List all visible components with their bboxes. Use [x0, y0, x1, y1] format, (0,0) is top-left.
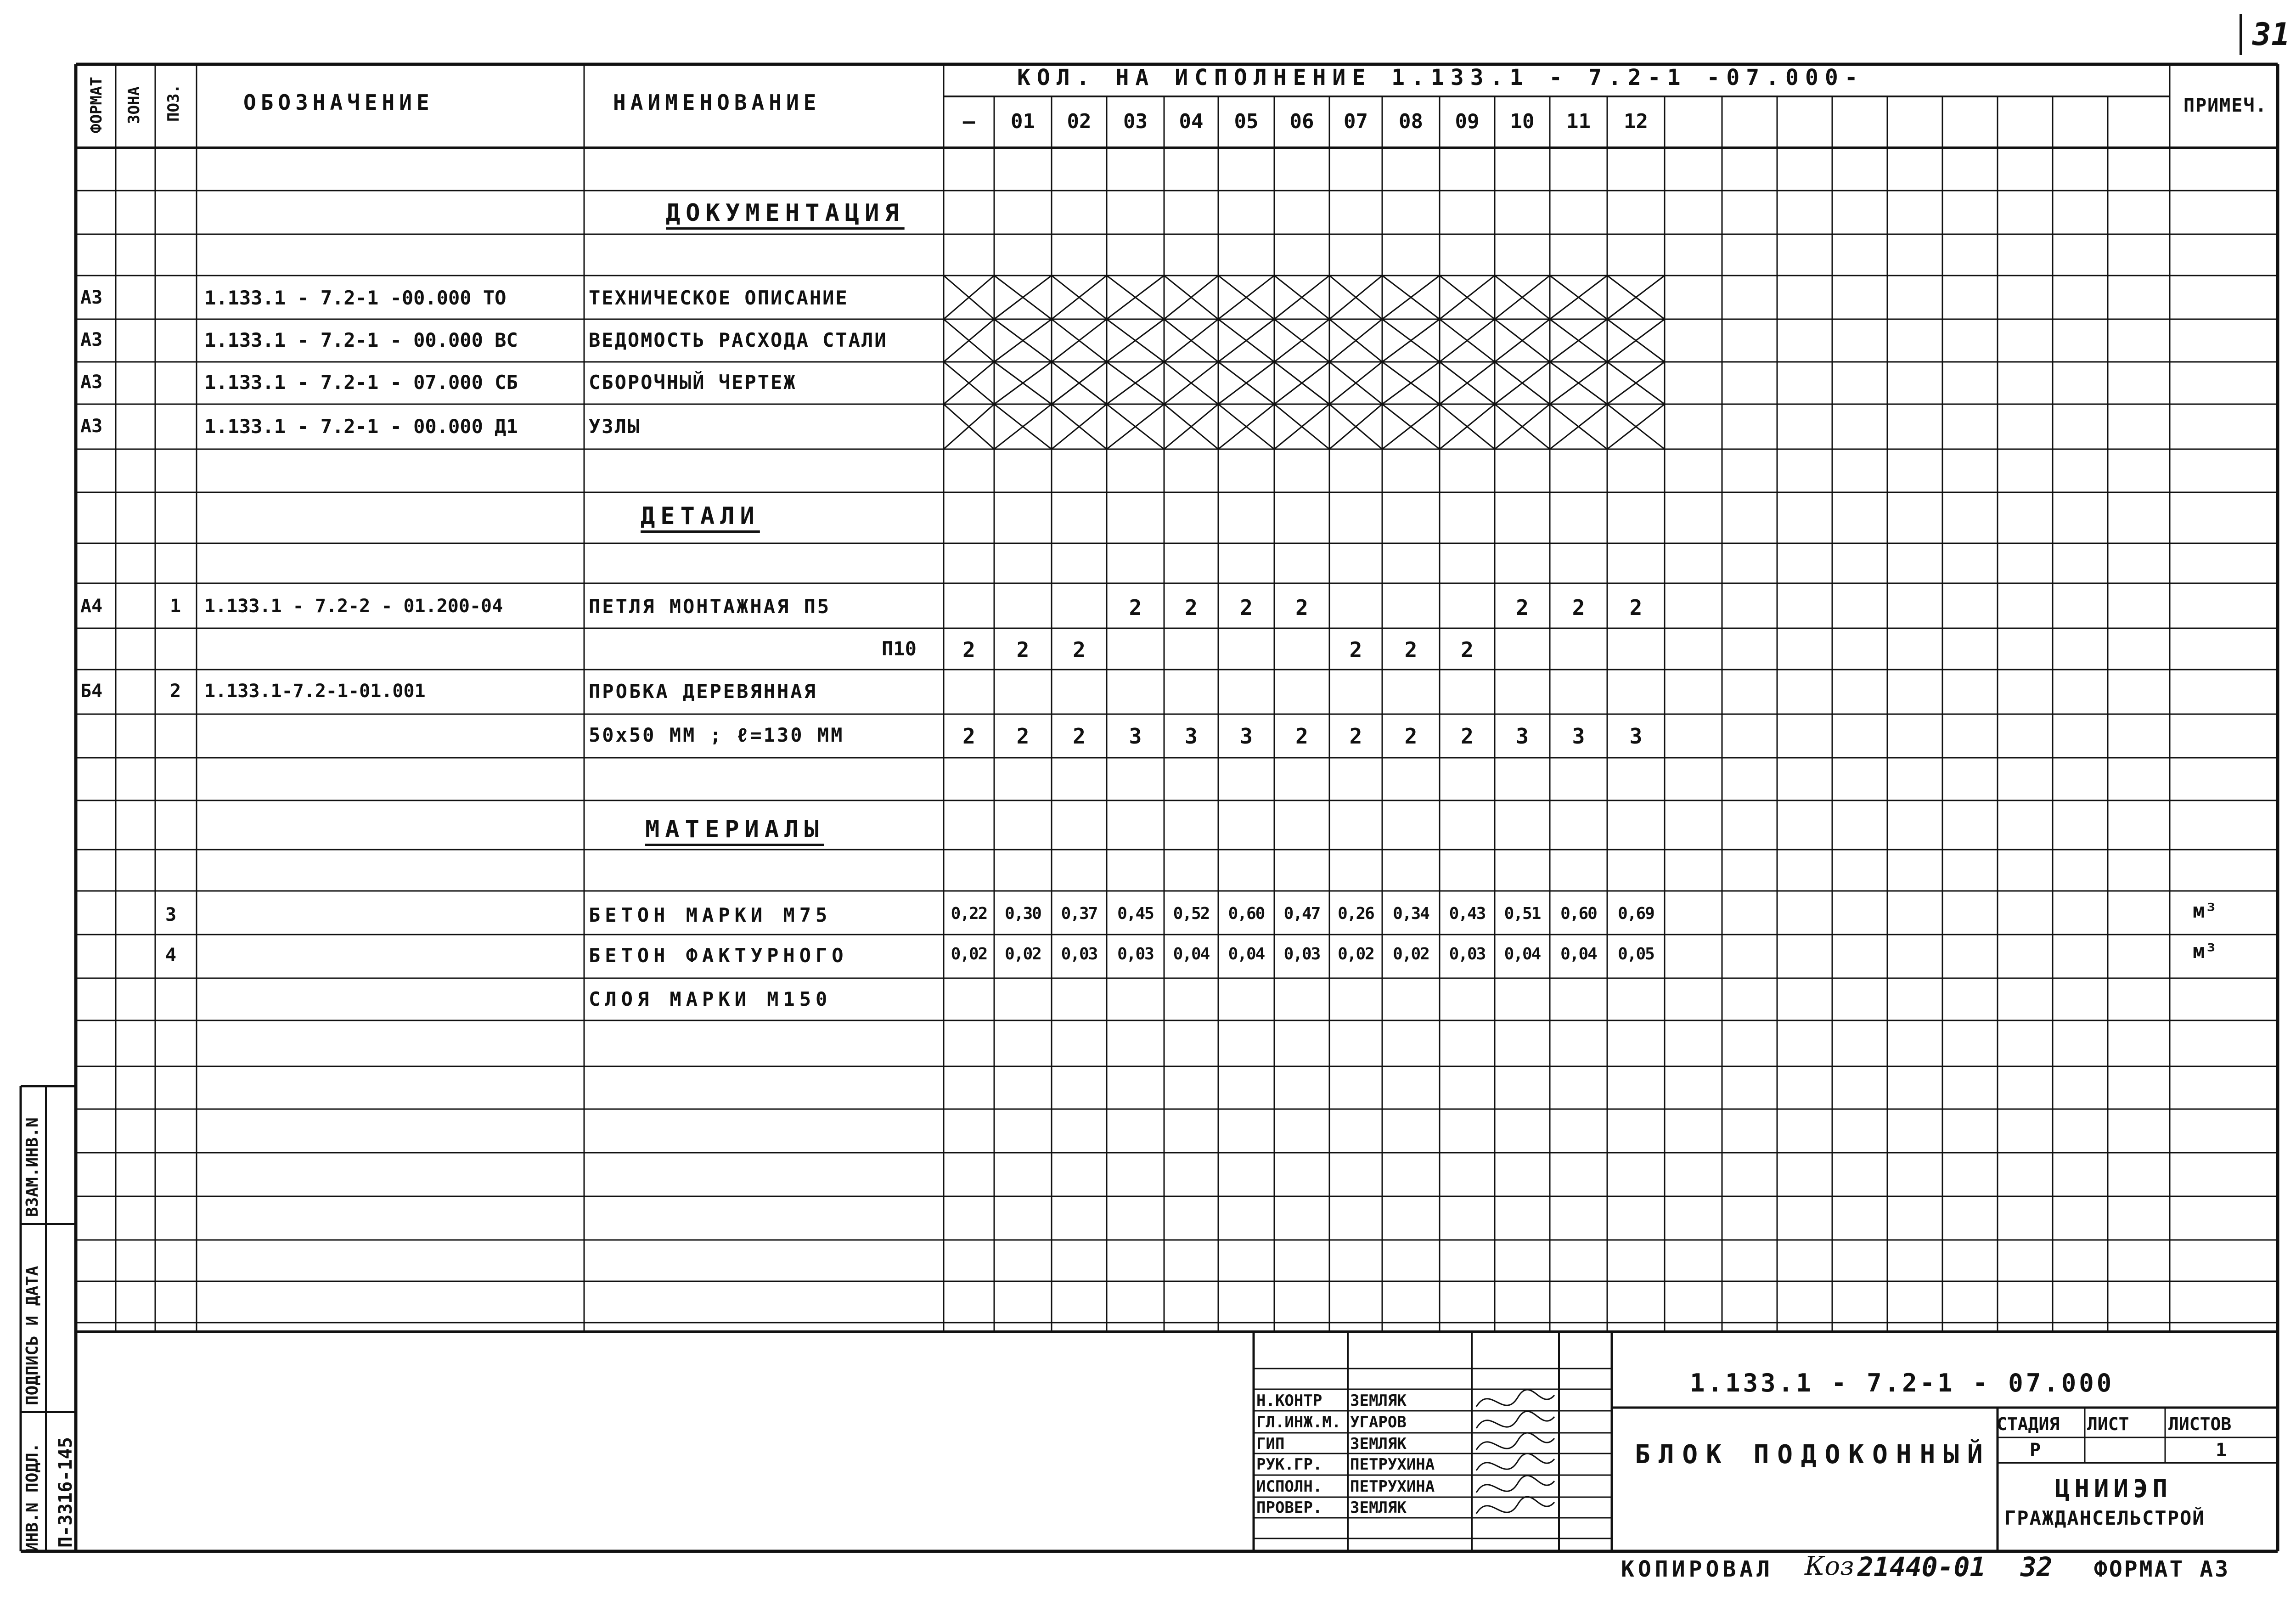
- variant-label: 01: [1011, 110, 1035, 133]
- detail-name: ПЕТЛЯ МОНТАЖНАЯ П5: [589, 595, 831, 618]
- qty-cell: 3: [1572, 724, 1585, 749]
- qty-cell: 3: [1185, 724, 1198, 749]
- qty-cell: 2: [1516, 595, 1529, 620]
- qty-cell: 0,02: [1338, 945, 1374, 963]
- side-label-vzam: ВЗАМ.ИНВ.N: [23, 1117, 42, 1217]
- qty-cell: 2: [1185, 595, 1198, 620]
- footer-copied: КОПИРОВАЛ: [1621, 1556, 1774, 1582]
- org-line1: ЦНИИЭП: [2055, 1474, 2172, 1503]
- qty-cell: 2: [1016, 724, 1030, 749]
- header-designation: ОБОЗНАЧЕНИЕ: [243, 90, 434, 115]
- detail-pos: 2: [170, 681, 181, 702]
- material-name: БЕТОН ФАКТУРНОГО: [589, 944, 848, 967]
- signer-role: ГИП: [1256, 1435, 1285, 1453]
- signature-mark: [1476, 1476, 1554, 1493]
- qty-cell: 0,03: [1449, 945, 1486, 963]
- material-name: СЛОЯ МАРКИ М150: [589, 988, 832, 1010]
- qty-cell: 0,04: [1560, 945, 1597, 963]
- title-doc-number: 1.133.1 - 7.2-1 - 07.000: [1690, 1369, 2115, 1397]
- detail-name: ПРОБКА ДЕРЕВЯННАЯ: [589, 680, 817, 703]
- section-documentation: ДОКУМЕНТАЦИЯ: [666, 199, 905, 227]
- sheet-label: ЛИСТ: [2087, 1414, 2129, 1434]
- signature-mark: [1476, 1454, 1554, 1470]
- doc-designation: 1.133.1 - 7.2-1 - 00.000 Д1: [204, 415, 518, 438]
- qty-cell: 2: [962, 637, 975, 662]
- qty-cell: 0,03: [1061, 945, 1097, 963]
- qty-cell: 0,26: [1338, 904, 1374, 923]
- doc-name: УЗЛЫ: [589, 415, 641, 438]
- doc-designation: 1.133.1 - 7.2-1 - 00.000 ВС: [204, 329, 518, 351]
- qty-cell: 0,45: [1117, 904, 1154, 923]
- material-pos: 4: [165, 945, 177, 966]
- qty-cell: 0,22: [951, 904, 987, 923]
- section-details: ДЕТАЛИ: [641, 502, 760, 530]
- qty-cell: 2: [1295, 595, 1308, 620]
- signer-name: ЗЕМЛЯК: [1350, 1392, 1407, 1410]
- qty-cell: 0,47: [1283, 904, 1320, 923]
- qty-cell: 0,37: [1061, 904, 1097, 923]
- qty-cell: 2: [1295, 724, 1308, 749]
- qty-cell: 0,51: [1504, 904, 1541, 923]
- footer-sheet-num: 32: [2020, 1551, 2053, 1583]
- footer-copier-sign: Коз: [1805, 1551, 1854, 1581]
- signature-mark: [1476, 1497, 1554, 1514]
- variant-label: 06: [1289, 110, 1314, 133]
- material-note: м³: [2193, 940, 2217, 963]
- signer-name: ПЕТРУХИНА: [1350, 1455, 1435, 1474]
- doc-name: ТЕХНИЧЕСКОЕ ОПИСАНИЕ: [589, 287, 849, 309]
- signer-name: ЗЕМЛЯК: [1350, 1435, 1407, 1453]
- detail-designation: 1.133.1-7.2-1-01.001: [204, 681, 426, 702]
- header-qty-caption: КОЛ. НА ИСПОЛНЕНИЕ 1.133.1 - 7.2-1 -07.000-: [1017, 65, 1864, 90]
- signer-role: Н.КОНТР: [1256, 1392, 1322, 1410]
- qty-cell: 0,60: [1228, 904, 1265, 923]
- variant-label: 07: [1344, 110, 1368, 133]
- material-note: м³: [2193, 899, 2217, 923]
- detail-format: А4: [80, 596, 103, 617]
- qty-cell: 0,05: [1618, 945, 1654, 963]
- qty-cell: 3: [1516, 724, 1529, 749]
- signature-mark: [1476, 1390, 1554, 1407]
- doc-format: А3: [80, 416, 103, 437]
- qty-cell: 0,34: [1393, 904, 1429, 923]
- qty-cell: 0,02: [1005, 945, 1041, 963]
- title-name: БЛОК ПОДОКОННЫЙ: [1635, 1440, 1991, 1470]
- signer-name: УГАРОВ: [1350, 1413, 1407, 1431]
- qty-cell: 2: [1349, 724, 1362, 749]
- doc-name: СБОРОЧНЫЙ ЧЕРТЕЖ: [589, 371, 797, 394]
- qty-cell: 2: [1404, 724, 1418, 749]
- header-name: НАИМЕНОВАНИЕ: [613, 90, 821, 115]
- variant-label: —: [962, 110, 975, 133]
- qty-cell: 2: [962, 724, 975, 749]
- signer-name: ЗЕМЛЯК: [1350, 1499, 1407, 1517]
- qty-cell: 0,52: [1173, 904, 1210, 923]
- doc-format: А3: [80, 287, 103, 308]
- side-inv-value: П-3316-145: [55, 1437, 76, 1548]
- variant-label: 03: [1123, 110, 1148, 133]
- sheets-value: 1: [2216, 1440, 2227, 1461]
- qty-cell: 2: [1129, 595, 1142, 620]
- qty-cell: 0,03: [1117, 945, 1154, 963]
- detail-pos: 1: [170, 596, 181, 617]
- variant-label: 04: [1179, 110, 1204, 133]
- qty-cell: 3: [1129, 724, 1142, 749]
- variant-label: 02: [1067, 110, 1092, 133]
- detail-designation: 1.133.1 - 7.2-2 - 01.200-04: [204, 596, 503, 617]
- variant-label: 11: [1566, 110, 1591, 133]
- side-label-podpis: ПОДПИСЬ И ДАТА: [23, 1266, 42, 1405]
- side-label-inv-podl: ИНВ.N ПОДЛ.: [23, 1442, 42, 1552]
- qty-cell: 0,60: [1560, 904, 1597, 923]
- qty-cell: 2: [1629, 595, 1643, 620]
- qty-cell: 0,43: [1449, 904, 1486, 923]
- qty-cell: 3: [1240, 724, 1253, 749]
- qty-cell: 0,69: [1618, 904, 1654, 923]
- qty-cell: 2: [1572, 595, 1585, 620]
- signer-role: РУК.ГР.: [1256, 1455, 1322, 1474]
- header-note: ПРИМЕЧ.: [2183, 95, 2268, 116]
- variant-label: 09: [1455, 110, 1480, 133]
- qty-cell: 2: [1240, 595, 1253, 620]
- qty-cell: 0,04: [1228, 945, 1265, 963]
- signer-role: ПРОВЕР.: [1256, 1499, 1322, 1517]
- qty-cell: 2: [1073, 724, 1086, 749]
- qty-cell: 0,30: [1005, 904, 1041, 923]
- signer-role: ГЛ.ИНЖ.М.: [1256, 1413, 1341, 1431]
- doc-format: А3: [80, 372, 103, 393]
- material-pos: 3: [165, 904, 177, 925]
- qty-cell: 0,02: [951, 945, 987, 963]
- qty-cell: 3: [1629, 724, 1643, 749]
- detail-format: Б4: [80, 681, 103, 702]
- qty-cell: 2: [1016, 637, 1030, 662]
- detail-name: П10: [882, 637, 917, 660]
- qty-cell: 0,04: [1504, 945, 1541, 963]
- material-name: БЕТОН МАРКИ М75: [589, 904, 832, 926]
- section-materials: МАТЕРИАЛЫ: [645, 816, 824, 843]
- signer-role: ИСПОЛН.: [1256, 1477, 1322, 1496]
- header-zone: ЗОНА: [125, 86, 143, 124]
- footer-doc-code: 21440-01: [1857, 1551, 1986, 1583]
- stage-label: СТАДИЯ: [1997, 1414, 2060, 1434]
- qty-cell: 0,03: [1283, 945, 1320, 963]
- doc-format: А3: [80, 329, 103, 350]
- header-format: ФОРМАТ: [87, 77, 106, 133]
- footer-format: ФОРМАТ А3: [2094, 1556, 2230, 1582]
- header-pos: ПОЗ.: [164, 84, 183, 122]
- doc-designation: 1.133.1 - 7.2-1 -00.000 ТО: [204, 287, 506, 309]
- variant-label: 08: [1399, 110, 1423, 133]
- qty-cell: 0,04: [1173, 945, 1210, 963]
- qty-cell: 0,02: [1393, 945, 1429, 963]
- qty-cell: 2: [1073, 637, 1086, 662]
- signer-name: ПЕТРУХИНА: [1350, 1477, 1435, 1496]
- doc-designation: 1.133.1 - 7.2-1 - 07.000 СБ: [204, 371, 518, 394]
- signature-mark: [1476, 1433, 1554, 1450]
- org-line2: ГРАЖДАНСЕЛЬСТРОЙ: [2004, 1507, 2205, 1529]
- variant-label: 05: [1234, 110, 1259, 133]
- signature-mark: [1476, 1411, 1554, 1428]
- qty-cell: 2: [1404, 637, 1418, 662]
- qty-cell: 2: [1461, 637, 1474, 662]
- qty-cell: 2: [1461, 724, 1474, 749]
- detail-name: 50х50 ММ ; ℓ=130 ММ: [589, 724, 844, 746]
- variant-label: 10: [1510, 110, 1535, 133]
- stage-value: Р: [2030, 1440, 2041, 1461]
- doc-name: ВЕДОМОСТЬ РАСХОДА СТАЛИ: [589, 329, 888, 351]
- sheets-label: ЛИСТОВ: [2168, 1414, 2232, 1434]
- qty-cell: 2: [1349, 637, 1362, 662]
- page-number: 31: [2252, 17, 2290, 53]
- variant-label: 12: [1624, 110, 1648, 133]
